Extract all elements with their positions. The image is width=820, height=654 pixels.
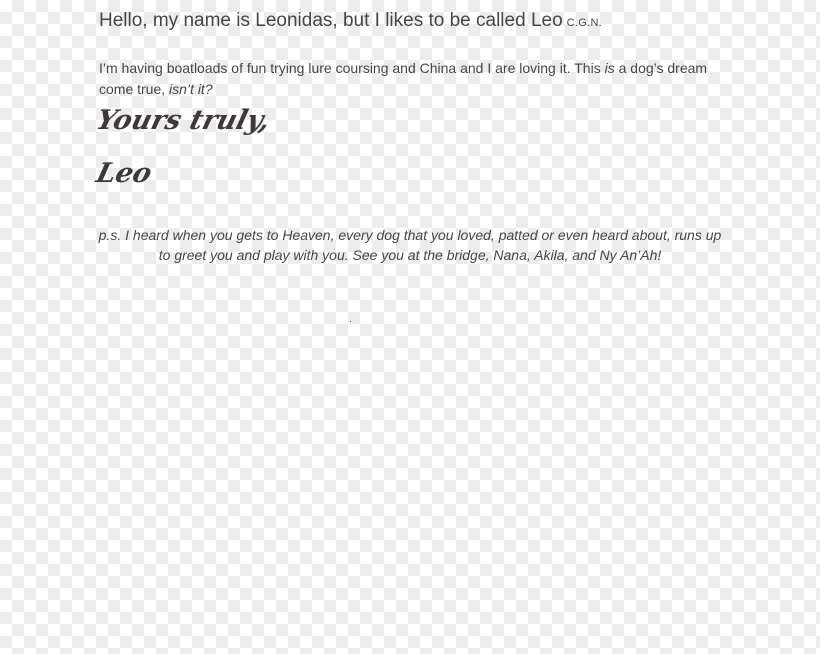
heading-suffix: C.G.N. [566, 17, 603, 29]
heading-text: Hello, my name is Leonidas, but I likes to be called Leo [99, 10, 563, 31]
stray-dot [350, 321, 351, 322]
body-emphasis-2: isn’t it? [169, 81, 213, 97]
letter-closing: Yours truly, [93, 105, 274, 136]
postscript: p.s. I heard when you gets to Heaven, every dog that you loved, patted or even heard about, runs up to greet you and play with you. See you at the bridge, Nana, Akila, and Ny An’Ah! [98, 227, 722, 263]
body-text-part-1: I’m having boatloads of fun trying lure coursing and China and I are loving it. This [99, 60, 605, 76]
letter-heading [99, 10, 602, 32]
body-emphasis-1: is [604, 60, 615, 76]
letter-signature: Leo [93, 158, 156, 189]
letter-body [99, 58, 719, 100]
body-text-part-2: a dog’s dream come true, [99, 60, 708, 97]
